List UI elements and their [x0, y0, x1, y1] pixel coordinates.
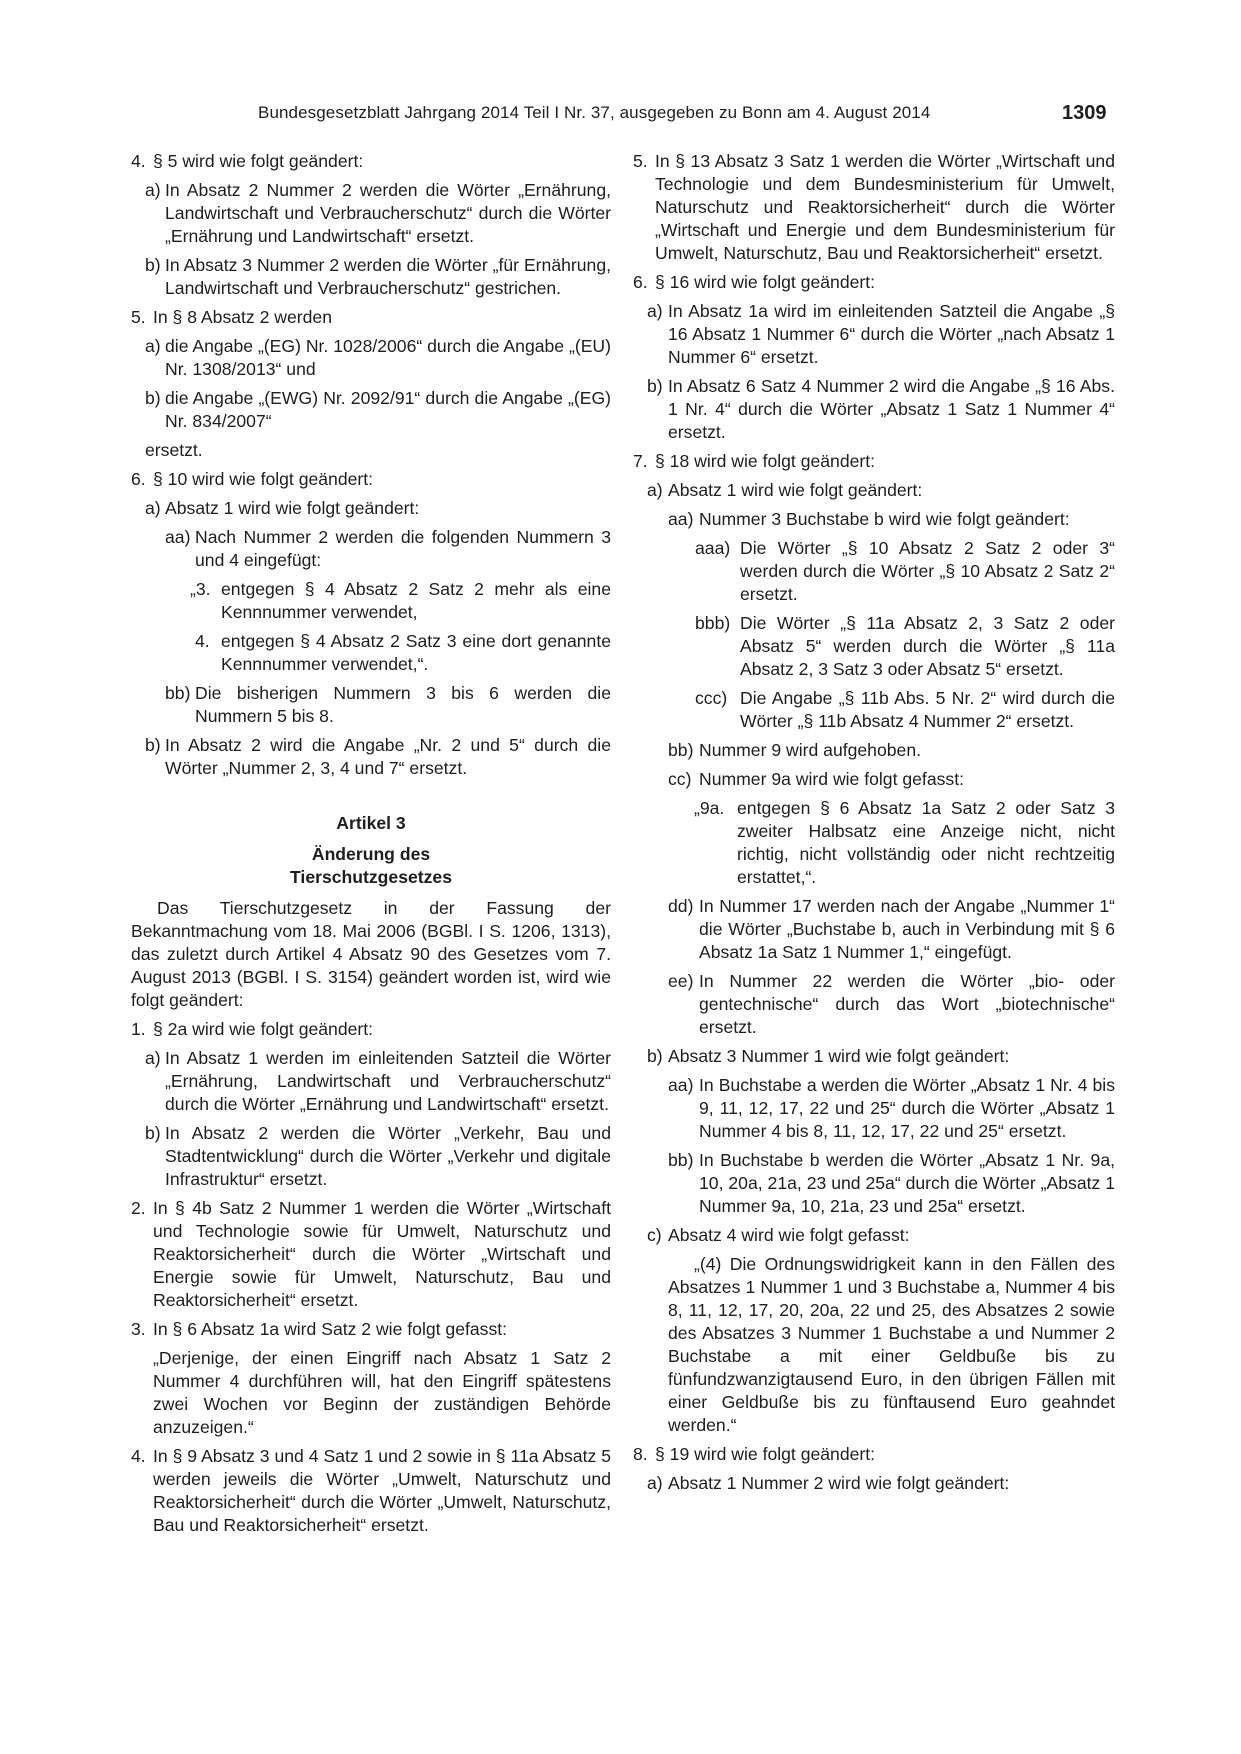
list-item: cc) Nummer 9a wird wie folgt gefasst: — [668, 769, 964, 789]
list-item: „9a. entgegen § 6 Absatz 1a Satz 2 oder Satz 3 zweiter Halbsatz eine Anzeige nicht, nicht richtig, nicht vollständig oder nicht rechtzeitig erstattet,“. — [694, 798, 1115, 887]
list-item: bb) Die bisherigen Nummern 3 bis 6 werden die Nummern 5 bis 8. — [165, 683, 611, 726]
list-item: 4. entgegen § 4 Absatz 2 Satz 3 eine dort genannte Kennnummer verwendet,“. — [195, 631, 611, 674]
quote-block: „(4) Die Ordnungswidrigkeit kann in den Fällen des Absatzes 1 Nummer 1 und 3 Buchstabe a, Nummer 4 bis 8, 11, 12, 17, 20, 20a, 22 und 25, des Absatzes 2 sowie des Absatzes 3 Nummer 1 Buchstabe a und Nummer 2 Buchstabe a mit einer Geldbuße bis zu fünfundzwanzigtausend Euro, in den übrigen Fällen mit einer Geldbuße bis zu fünftausend Euro geahndet werden.“ — [668, 1254, 1115, 1435]
list-item: ccc) Die Angabe „§ 11b Abs. 5 Nr. 2“ wird durch die Wörter „§ 11b Absatz 4 Nummer 2“ ersetzt. — [695, 688, 1115, 731]
list-item: „3. entgegen § 4 Absatz 2 Satz 2 mehr als eine Kennnummer verwendet, — [190, 579, 611, 622]
article-heading: Artikel 3 — [336, 813, 406, 833]
list-item: aa) Nach Nummer 2 werden die folgenden Nummern 3 und 4 eingefügt: — [165, 527, 611, 570]
list-item: 4. In § 9 Absatz 3 und 4 Satz 1 und 2 sowie in § 11a Absatz 5 werden jeweils die Wörter „Umwelt, Naturschutz und Reaktorsicherheit“ durch die Wörter „Umwelt, Naturschutz, Bau und Reaktorsicherheit“ ersetzt. — [131, 1446, 611, 1535]
list-item: dd) In Nummer 17 werden nach der Angabe „Nummer 1“ die Wörter „Buchstabe b, auch in Verbindung mit § 6 Absatz 1a Satz 1 Nummer 1,“ eingefügt. — [668, 896, 1115, 962]
list-item: 7. § 18 wird wie folgt geändert: — [633, 451, 876, 471]
list-item: bbb) Die Wörter „§ 11a Absatz 2, 3 Satz 2 oder Absatz 5“ werden durch die Wörter „§ 11a Absatz 2, 3 Satz 3 oder Absatz 5“ ersetzt. — [695, 613, 1115, 679]
list-item: b) In Absatz 3 Nummer 2 werden die Wörter „für Ernährung, Landwirtschaft und Verbraucherschutz“ gestrichen. — [145, 255, 611, 298]
list-item: 3. In § 6 Absatz 1a wird Satz 2 wie folgt gefasst: — [131, 1319, 508, 1339]
list-item: 8. § 19 wird wie folgt geändert: — [633, 1444, 876, 1464]
list-item: bb) In Buchstabe b werden die Wörter „Absatz 1 Nr. 9a, 10, 20a, 21a, 23 und 25a“ durch die Wörter „Absatz 1 Nummer 9a, 10, 21a, 23 und 25a“ ersetzt. — [668, 1150, 1115, 1216]
list-item: aa) In Buchstabe a werden die Wörter „Absatz 1 Nr. 4 bis 9, 11, 12, 17, 22 und 25“ durch die Wörter „Absatz 1 Nummer 4 bis 8, 11, 12, 17, 22 und 25“ ersetzt. — [668, 1075, 1115, 1141]
quote-block: „Derjenige, der einen Eingriff nach Absatz 1 Satz 2 Nummer 4 durchführen will, hat den Eingriff spätestens zwei Wochen vor Beginn der zuständigen Behörde anzuzeigen.“ — [153, 1348, 611, 1437]
page-number: 1309 — [1062, 102, 1107, 124]
list-item: a) Absatz 1 wird wie folgt geändert: — [647, 480, 923, 500]
list-item: b) In Absatz 2 werden die Wörter „Verkehr, Bau und Stadtentwicklung“ durch die Wörter „Verkehr und digitale Infrastruktur“ ersetzt. — [145, 1123, 611, 1189]
list-item: b) Absatz 3 Nummer 1 wird wie folgt geändert: — [647, 1046, 1010, 1066]
list-item: c) Absatz 4 wird wie folgt gefasst: — [647, 1225, 910, 1245]
header-title: Bundesgesetzblatt Jahrgang 2014 Teil I Nr. 37, ausgegeben zu Bonn am 4. August 2014 — [258, 103, 931, 122]
list-item: aaa) Die Wörter „§ 10 Absatz 2 Satz 2 oder 3“ werden durch die Wörter „§ 10 Absatz 2 Satz 2“ ersetzt. — [695, 538, 1115, 604]
list-item: a) Absatz 1 wird wie folgt geändert: — [145, 498, 420, 518]
list-item: 6. § 16 wird wie folgt geändert: — [633, 272, 876, 292]
left-column — [131, 150, 611, 1537]
list-item: ee) In Nummer 22 werden die Wörter „bio- oder gentechnische“ durch das Wort „biotechnische“ ersetzt. — [668, 971, 1115, 1037]
list-item: a) In Absatz 1a wird im einleitenden Satzteil die Angabe „§ 16 Absatz 1 Nummer 6“ durch die Wörter „nach Absatz 1 Nummer 6“ ersetzt. — [647, 301, 1115, 367]
list-item: ersetzt. — [145, 440, 203, 460]
list-item: a) die Angabe „(EG) Nr. 1028/2006“ durch die Angabe „(EU) Nr. 1308/2013“ und — [145, 336, 611, 379]
list-item: a) In Absatz 2 Nummer 2 werden die Wörter „Ernährung, Landwirtschaft und Verbraucherschutz“ durch die Wörter „Ernährung und Landwirtschaft“ ersetzt. — [145, 180, 611, 246]
list-item: 4. § 5 wird wie folgt geändert: — [131, 151, 364, 171]
list-item: b) In Absatz 2 wird die Angabe „Nr. 2 und 5“ durch die Wörter „Nummer 2, 3, 4 und 7“ ersetzt. — [145, 735, 611, 778]
list-item: aa) Nummer 3 Buchstabe b wird wie folgt geändert: — [668, 509, 1070, 529]
right-column — [633, 150, 1115, 1495]
intro-paragraph: Das Tierschutzgesetz in der Fassung der Bekanntmachung vom 18. Mai 2006 (BGBl. I S. 1206, 1313), das zuletzt durch Artikel 4 Absatz 90 des Gesetzes vom 7. August 2013 (BGBl. I S. 3154) geändert worden ist, wird wie folgt geändert: — [131, 898, 611, 1010]
list-item: 2. In § 4b Satz 2 Nummer 1 werden die Wörter „Wirtschaft und Technologie sowie für Umwelt, Naturschutz und Reaktorsicherheit“ durch die Wörter „Wirtschaft und Energie sowie für Umwelt, Naturschutz, Bau und Reaktorsicherheit“ ersetzt. — [131, 1198, 611, 1310]
list-item: 5. In § 13 Absatz 3 Satz 1 werden die Wörter „Wirtschaft und Technologie und dem Bundesministerium für Umwelt, Naturschutz und Reaktorsicherheit“ durch die Wörter „Wirtschaft und Energie und dem Bundesministerium für Umwelt, Naturschutz, Bau und Reaktorsicherheit“ ersetzt. — [633, 151, 1115, 263]
list-item: 5. In § 8 Absatz 2 werden — [131, 307, 332, 327]
list-item: a) Absatz 1 Nummer 2 wird wie folgt geändert: — [647, 1473, 1010, 1493]
list-item: a) In Absatz 1 werden im einleitenden Satzteil die Wörter „Ernährung, Landwirtschaft und Verbraucherschutz“ durch die Wörter „Ernährung und Landwirtschaft“ ersetzt. — [145, 1048, 611, 1114]
list-item: b) In Absatz 6 Satz 4 Nummer 2 wird die Angabe „§ 16 Abs. 1 Nr. 4“ durch die Wörter „Absatz 1 Satz 1 Nummer 4“ ersetzt. — [647, 376, 1115, 442]
list-item: 1. § 2a wird wie folgt geändert: — [131, 1019, 374, 1039]
page-header — [0, 98, 1241, 128]
list-item: b) die Angabe „(EWG) Nr. 2092/91“ durch die Angabe „(EG) Nr. 834/2007“ — [145, 388, 611, 431]
article-title: Änderung des Tierschutzgesetzes — [290, 844, 452, 887]
list-item: 6. § 10 wird wie folgt geändert: — [131, 469, 374, 489]
list-item: bb) Nummer 9 wird aufgehoben. — [668, 740, 921, 760]
